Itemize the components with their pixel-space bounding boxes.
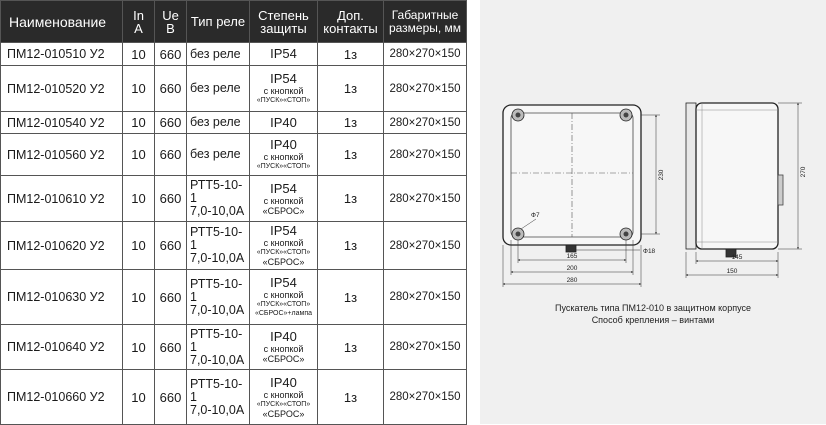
cell-name: ПМ12-010510 У2 (1, 43, 123, 66)
cell-name: ПМ12-010640 У2 (1, 325, 123, 370)
table-row (1, 176, 467, 222)
relay-line: без реле (190, 147, 241, 161)
protection-note: «ПУСК»«СТОП» (256, 249, 311, 256)
dim-inner-width: 200 (566, 265, 578, 272)
cell-contacts: 1з (318, 176, 384, 222)
dim-front-height: 230 (658, 169, 665, 181)
relay-line: 7,0-10,0А (190, 302, 245, 317)
cell-protection (250, 176, 318, 222)
cell-name: ПМ12-010660 У2 (1, 370, 123, 425)
protection-note: с кнопкой (263, 238, 304, 248)
protection-note: с кнопкой (263, 290, 304, 300)
relay-line: 7,0-10,0А (190, 204, 245, 218)
header-ue-line: Ue (162, 7, 179, 23)
header-ue (155, 1, 187, 43)
header-dimensions-line: размеры, мм (388, 20, 462, 35)
cell-voltage: 660 (155, 370, 187, 425)
cell-name: ПМ12-010610 У2 (1, 176, 123, 222)
header-in (123, 1, 155, 43)
cell-contacts: 1з (318, 370, 384, 425)
cell-name: ПМ12-010620 У2 (1, 222, 123, 270)
cell-voltage: 660 (155, 134, 187, 176)
protection-ip: IP40 (270, 114, 297, 130)
cell-name: ПМ12-010630 У2 (1, 270, 123, 325)
cell-voltage: 660 (155, 325, 187, 370)
header-in-line: In (133, 7, 144, 23)
protection-ip: IP40 (270, 137, 297, 152)
cell-voltage: 660 (155, 176, 187, 222)
header-in-line: A (134, 20, 143, 36)
cell-dimensions: 280×270×150 (384, 43, 467, 66)
cell-contacts: 1з (318, 43, 384, 66)
cell-voltage: 660 (155, 66, 187, 112)
relay-line: 7,0-10,0А (190, 352, 245, 367)
header-name: Наименование (1, 1, 123, 43)
cell-name: ПМ12-010520 У2 (1, 66, 123, 112)
relay-line: без реле (190, 46, 241, 61)
protection-note: «СБРОС» (262, 257, 305, 267)
header-dimensions (384, 1, 467, 43)
cell-current: 10 (123, 134, 155, 176)
cell-protection (250, 134, 318, 176)
cell-relay (187, 325, 250, 370)
cell-dimensions: 280×270×150 (384, 270, 467, 325)
cell-relay (187, 66, 250, 112)
cell-relay (187, 43, 250, 66)
header-dimensions-line: Габаритные (391, 7, 459, 22)
cell-protection (250, 112, 318, 134)
table-body (1, 43, 467, 425)
header-ue-line: B (166, 20, 175, 36)
relay-line: без реле (190, 115, 241, 129)
cell-protection (250, 325, 318, 370)
cell-current: 10 (123, 112, 155, 134)
cell-contacts: 1з (318, 134, 384, 176)
protection-note: «ПУСК»«СТОП» (256, 163, 311, 170)
cell-voltage: 660 (155, 222, 187, 270)
cell-dimensions: 280×270×150 (384, 176, 467, 222)
protection-note: «СБРОС»+лампа (254, 310, 312, 317)
protection-note: «ПУСК»«СТОП» (256, 400, 311, 408)
cell-name: ПМ12-010560 У2 (1, 134, 123, 176)
protection-note: «СБРОС» (262, 354, 305, 364)
protection-ip: IP54 (270, 71, 297, 86)
cell-protection (250, 270, 318, 325)
front-view (503, 105, 665, 287)
relay-line: РТТ5-10-1 (190, 326, 243, 354)
protection-note: «ПУСК»«СТОП» (256, 97, 311, 104)
protection-note: «СБРОС» (262, 205, 305, 216)
protection-ip: IP40 (270, 329, 297, 344)
relay-line: 7,0-10,0А (190, 251, 245, 265)
protection-ip: IP40 (270, 374, 297, 390)
header-protection (250, 1, 318, 43)
cell-protection (250, 222, 318, 270)
dim-hole-diameter: Ф7 (531, 212, 540, 219)
relay-line: без реле (190, 81, 241, 95)
cell-current: 10 (123, 43, 155, 66)
dim-total-width: 280 (566, 277, 578, 284)
header-contacts-line: контакты (323, 20, 378, 36)
protection-note: «СБРОС» (262, 408, 305, 419)
header-contacts-line: Доп. (337, 7, 364, 23)
cell-contacts: 1з (318, 270, 384, 325)
dim-side-depth: 150 (726, 268, 738, 275)
cell-protection (250, 43, 318, 66)
table-row (1, 134, 467, 176)
header-protection-line: Степень (258, 7, 309, 23)
cell-protection (250, 370, 318, 425)
table-row (1, 43, 467, 66)
cell-current: 10 (123, 270, 155, 325)
table-row (1, 222, 467, 270)
cell-voltage: 660 (155, 112, 187, 134)
cell-contacts: 1з (318, 66, 384, 112)
table-row (1, 325, 467, 370)
header-protection-line: защиты (260, 20, 307, 36)
cell-current: 10 (123, 176, 155, 222)
cell-contacts: 1з (318, 112, 384, 134)
cell-voltage: 660 (155, 270, 187, 325)
header-relay: Тип реле (187, 1, 250, 43)
protection-ip: IP54 (270, 46, 297, 61)
cell-dimensions: 280×270×150 (384, 66, 467, 112)
protection-note: с кнопкой (263, 195, 304, 206)
side-view (686, 103, 807, 278)
cell-relay (187, 370, 250, 425)
protection-ip: IP54 (270, 223, 297, 238)
enclosure-drawing (480, 0, 826, 424)
cell-current: 10 (123, 66, 155, 112)
protection-note: с кнопкой (263, 344, 304, 354)
cell-dimensions: 280×270×150 (384, 325, 467, 370)
drawing-caption-line: Способ крепления – винтами (591, 315, 715, 325)
relay-line: РТТ5-10-1 (190, 225, 243, 252)
cell-current: 10 (123, 370, 155, 425)
table-row (1, 66, 467, 112)
dim-gland-diameter: Ф18 (643, 248, 656, 255)
cell-relay (187, 270, 250, 325)
cell-dimensions: 280×270×150 (384, 134, 467, 176)
protection-note: с кнопкой (263, 86, 304, 96)
cell-dimensions: 280×270×150 (384, 370, 467, 425)
cell-relay (187, 176, 250, 222)
cell-current: 10 (123, 222, 155, 270)
cell-contacts: 1з (318, 325, 384, 370)
cell-relay (187, 222, 250, 270)
cell-dimensions: 280×270×150 (384, 222, 467, 270)
header-contacts (318, 1, 384, 43)
drawing-caption-line: Пускатель типа ПМ12-010 в защитном корпусе (555, 303, 751, 313)
cell-dimensions: 280×270×150 (384, 112, 467, 134)
table-row (1, 370, 467, 425)
cell-current: 10 (123, 325, 155, 370)
protection-note: «ПУСК»«СТОП» (256, 301, 311, 308)
dim-side-height: 270 (800, 166, 807, 178)
protection-ip: IP54 (270, 275, 297, 290)
cell-name: ПМ12-010540 У2 (1, 112, 123, 134)
table-row (1, 270, 467, 325)
protection-note: с кнопкой (263, 389, 304, 400)
protection-ip: IP54 (270, 180, 297, 196)
protection-note: с кнопкой (263, 152, 304, 162)
drawing-panel (480, 0, 826, 424)
table-row (1, 112, 467, 134)
dim-mount-width: 165 (566, 253, 578, 260)
dim-side-inner-depth: 145 (731, 254, 743, 261)
cell-voltage: 660 (155, 43, 187, 66)
cell-relay (187, 134, 250, 176)
cell-contacts: 1з (318, 222, 384, 270)
relay-line: 7,0-10,0А (190, 402, 245, 417)
cell-protection (250, 66, 318, 112)
table-header-row (1, 1, 467, 43)
relay-line: РТТ5-10-1 (190, 376, 243, 404)
cell-relay (187, 112, 250, 134)
relay-line: РТТ5-10-1 (190, 276, 243, 304)
relay-line: РТТ5-10-1 (190, 178, 243, 205)
